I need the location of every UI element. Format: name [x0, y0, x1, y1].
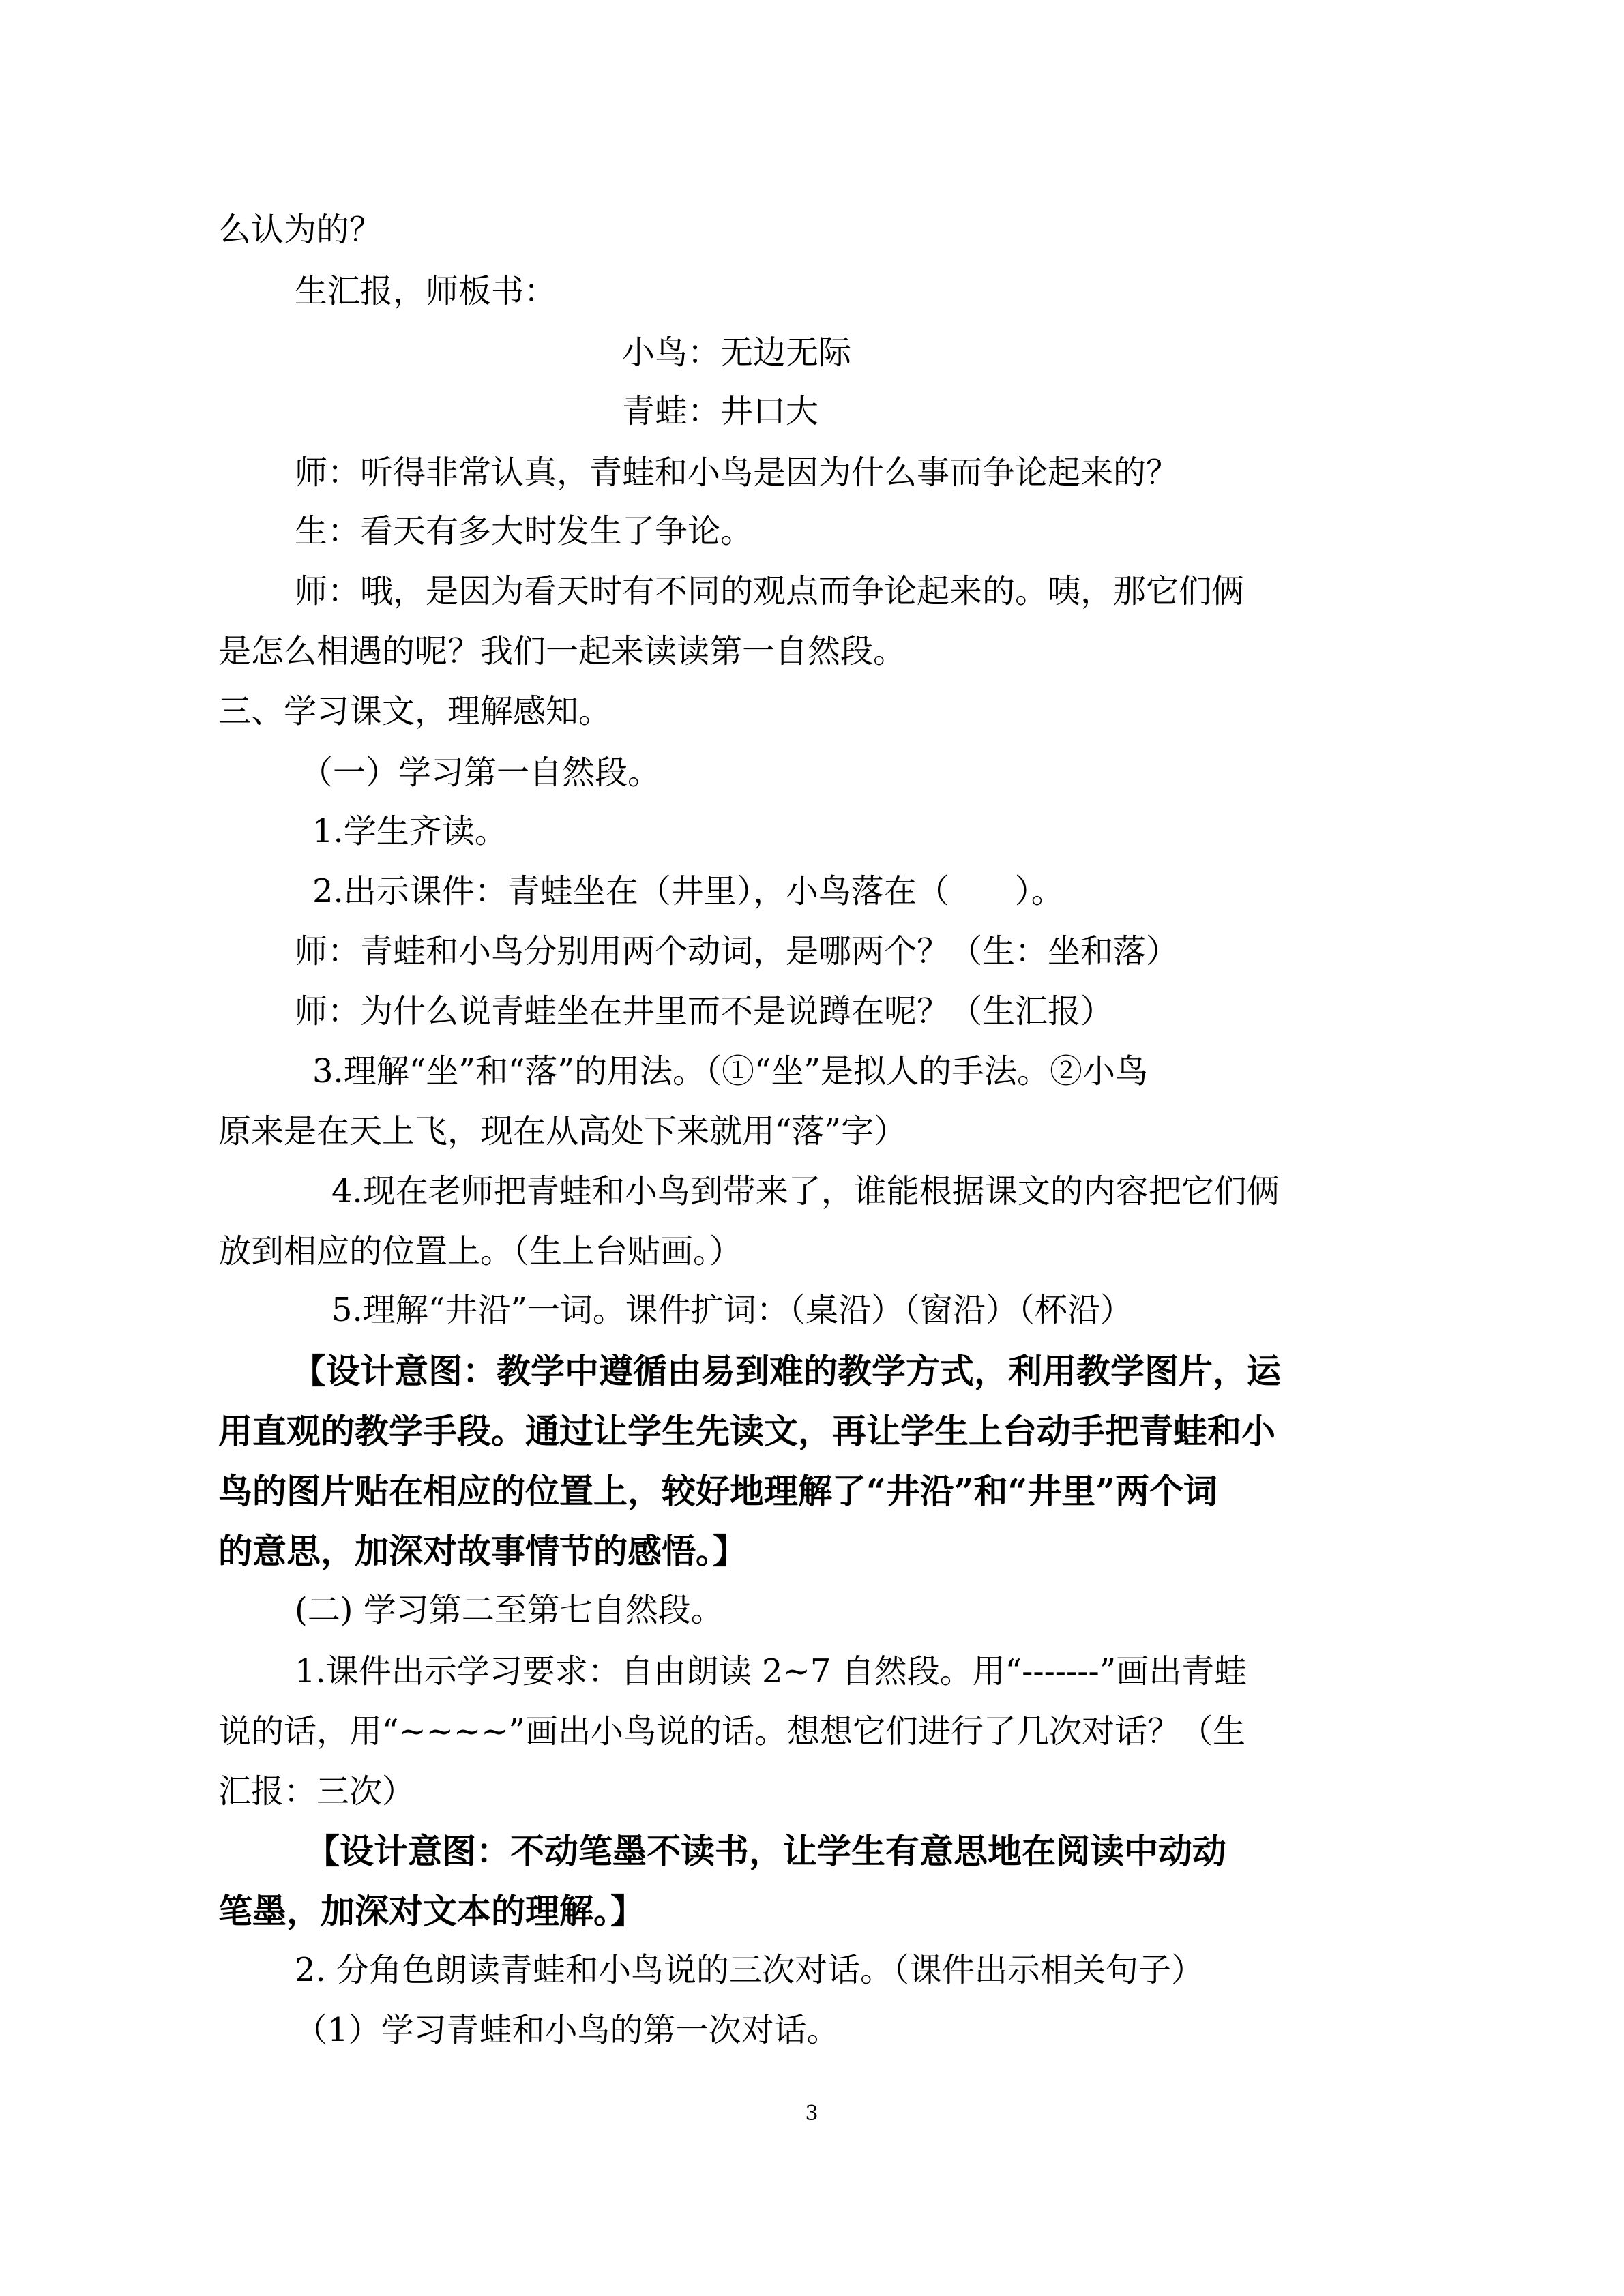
text-line: 原来是在天上飞，现在从高处下来就用“落”字）: [218, 1112, 907, 1150]
text-line: （1）学习青蛙和小鸟的第一次对话。: [295, 2011, 840, 2049]
design-intent-line: 【设计意图：不动笔墨不读书，让学生有意思地在阅读中动动: [306, 1831, 1226, 1871]
text-line: 1.学生齐读。: [312, 812, 507, 850]
text-line: 3.理解“坐”和“落”的用法。（①“坐”是拟人的手法。②小鸟: [312, 1052, 1149, 1090]
text-line: 师：听得非常认真，青蛙和小鸟是因为什么事而争论起来的？: [295, 453, 1179, 492]
text-line: 说的话，用“~~~~”画出小鸟说的话。想想它们进行了几次对话？（生: [218, 1712, 1245, 1750]
page-number: 3: [805, 2102, 818, 2126]
board-note-line: 青蛙：井口大: [622, 392, 819, 430]
board-note-line: 小鸟：无边无际: [622, 333, 852, 372]
text-line: 师：青蛙和小鸟分别用两个动词，是哪两个？（生：坐和落）: [295, 932, 1179, 970]
text-line: 师：哦，是因为看天时有不同的观点而争论起来的。咦，那它们俩: [295, 572, 1245, 610]
text-line: 生汇报，师板书：: [295, 272, 557, 310]
design-intent-line: 笔墨，加深对文本的理解。】: [218, 1891, 645, 1931]
text-line: 师：为什么说青蛙坐在井里而不是说蹲在呢？（生汇报）: [295, 992, 1114, 1030]
text-line: 是怎么相遇的呢？我们一起来读读第一自然段。: [218, 632, 906, 670]
subsection-heading: (二) 学习第二至第七自然段。: [295, 1591, 724, 1629]
text-line: 2. 分角色朗读青蛙和小鸟说的三次对话。（课件出示相关句子）: [295, 1951, 1205, 1989]
design-intent-line: 【设计意图：教学中遵循由易到难的教学方式，利用教学图片，运: [292, 1351, 1281, 1391]
design-intent-line: 的意思，加深对故事情节的感悟。】: [218, 1531, 747, 1571]
text-line: 2.出示课件：青蛙坐在（井里），小鸟落在（ ）。: [312, 872, 1064, 910]
design-intent-line: 鸟的图片贴在相应的位置上，较好地理解了“井沿”和“井里”两个词: [218, 1471, 1218, 1511]
text-line: 生：看天有多大时发生了争论。: [295, 512, 754, 550]
subsection-heading: （一）学习第一自然段。: [300, 754, 661, 792]
design-intent-line: 用直观的教学手段。通过让学生先读文，再让学生上台动手把青蛙和小: [218, 1411, 1275, 1451]
text-line: 4.现在老师把青蛙和小鸟到带来了，谁能根据课文的内容把它们俩: [331, 1172, 1280, 1210]
text-line: 放到相应的位置上。（生上台贴画。）: [218, 1232, 743, 1270]
text-line: 么认为的？: [218, 211, 383, 249]
text-line: 5.理解“井沿”一词。课件扩词：（桌沿）（窗沿）（杯沿）: [331, 1291, 1133, 1329]
section-heading: 三、学习课文，理解感知。: [218, 692, 612, 730]
text-line: 汇报：三次）: [218, 1772, 415, 1810]
text-line: 1.课件出示学习要求：自由朗读 2~7 自然段。用“-------”画出青蛙: [295, 1652, 1247, 1690]
